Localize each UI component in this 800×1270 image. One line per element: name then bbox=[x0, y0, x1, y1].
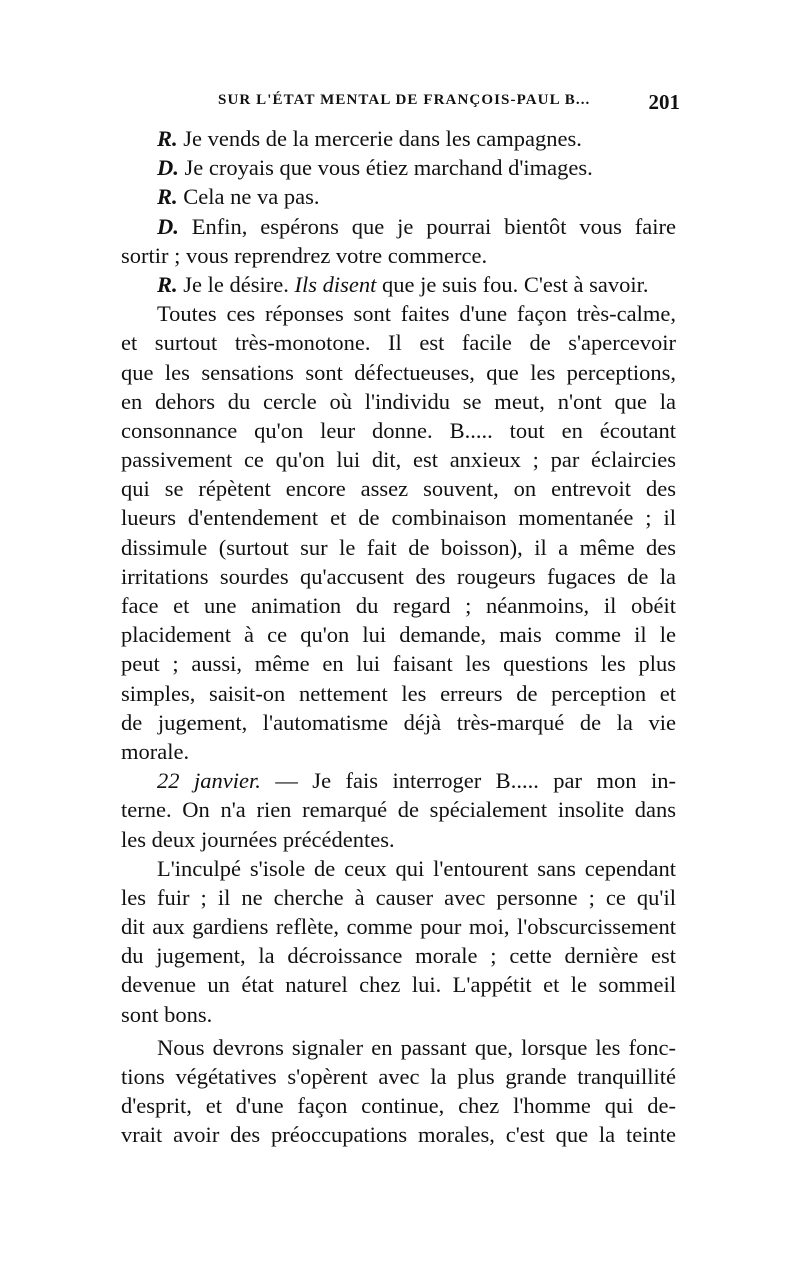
paragraph-line: qui se répètent encore assez souvent, on entrevoit des bbox=[121, 476, 676, 502]
paragraph-line: morale. bbox=[121, 738, 190, 764]
dialogue-text: Je le désire. bbox=[183, 271, 289, 297]
paragraph-line: que les sensations sont défectueuses, que les perceptions, bbox=[121, 359, 676, 385]
paragraph-line: Toutes ces réponses sont faites d'une façon très-calme, bbox=[157, 301, 676, 327]
dialogue-line bbox=[121, 153, 676, 182]
speaker-label: D. bbox=[157, 155, 179, 181]
paragraph-line: L'inculpé s'isole de ceux qui l'entourent sans cependant bbox=[157, 855, 676, 881]
page-body bbox=[121, 124, 676, 1150]
speaker-label: R. bbox=[157, 126, 178, 151]
paragraph-line: consonnance qu'on leur donne. B..... tout en écoutant bbox=[121, 417, 676, 443]
speaker-label: R. bbox=[157, 184, 178, 210]
paragraph-line: face et une animation du regard ; néanmoins, il obéit bbox=[121, 593, 676, 618]
paragraph-line: simples, saisit-on nettement les erreurs de perception et bbox=[121, 680, 676, 706]
paragraph-line: vrait avoir des préoccupations morales, c'est que la teinte bbox=[121, 1122, 676, 1148]
page-number: 201 bbox=[648, 90, 680, 114]
italic-phrase: Ils disent bbox=[294, 271, 377, 297]
paragraph-line: terne. On n'a rien remarqué de spécialement insolite dans bbox=[121, 797, 676, 823]
paragraph-line: dit aux gardiens reflète, comme pour moi, l'obscurcissement bbox=[121, 914, 676, 940]
paragraph-line bbox=[121, 766, 676, 795]
paragraph-line: devenue un état naturel chez lui. L'appétit et le sommeil bbox=[121, 972, 676, 998]
paragraph-line: Nous devrons signaler en passant que, lorsque les fonc- bbox=[157, 1034, 676, 1060]
speaker-label: D. bbox=[157, 213, 179, 239]
paragraph-line: sont bons. bbox=[121, 1001, 213, 1027]
running-title: SUR L'ÉTAT MENTAL DE FRANÇOIS-PAUL B... bbox=[218, 92, 591, 108]
paragraph-line: d'esprit, et d'une façon continue, chez l'homme qui de- bbox=[121, 1093, 676, 1119]
dialogue-text: Je vends de la mercerie dans les campagnes. bbox=[183, 126, 582, 151]
paragraph-line: les fuir ; il ne cherche à causer avec personne ; ce qu'il bbox=[121, 884, 676, 910]
paragraph-line: tions végétatives s'opèrent avec la plus grande tranquillité bbox=[121, 1064, 676, 1089]
paragraph-line: irritations sourdes qu'accusent des rougeurs fugaces de la bbox=[121, 563, 676, 589]
paragraph-line: passivement ce qu'on lui dit, est anxieux ; par éclaircies bbox=[121, 447, 676, 473]
paragraph-line: et surtout très-monotone. Il est facile de s'apercevoir bbox=[121, 330, 676, 356]
speaker-label: R. bbox=[157, 271, 178, 297]
paragraph-line: peut ; aussi, même en lui faisant les questions les plus bbox=[121, 651, 676, 677]
paragraph-line: placidement à ce qu'on lui demande, mais comme il le bbox=[121, 622, 676, 648]
dialogue-line bbox=[121, 212, 676, 241]
dialogue-line bbox=[121, 241, 676, 270]
paragraph-line: les deux journées précédentes. bbox=[121, 826, 395, 852]
dialogue-line bbox=[121, 124, 676, 153]
date-label: 22 janvier. bbox=[157, 768, 261, 794]
paragraph-line: dissimule (surtout sur le fait de boisson), il a même des bbox=[121, 534, 676, 560]
paragraph-line: en dehors du cercle où l'individu se meut, n'ont que la bbox=[121, 388, 676, 414]
dialogue-text: sortir ; vous reprendrez votre commerce. bbox=[121, 242, 488, 268]
paragraph-line: du jugement, la décroissance morale ; cette dernière est bbox=[121, 943, 676, 969]
dialogue-text: Je croyais que vous étiez marchand d'images. bbox=[184, 155, 593, 181]
paragraph-line: de jugement, l'automatisme déjà très-marqué de la vie bbox=[121, 709, 676, 735]
paragraph-text: — Je fais interroger B..... par mon in- bbox=[275, 768, 676, 794]
dialogue-text: Enfin, espérons que je pourrai bientôt vous faire bbox=[191, 213, 676, 239]
dialogue-text: Cela ne va pas. bbox=[183, 184, 320, 210]
page-header bbox=[196, 92, 686, 122]
dialogue-text: que je suis fou. C'est à savoir. bbox=[381, 271, 649, 297]
dialogue-line bbox=[121, 270, 676, 299]
dialogue-line bbox=[121, 182, 676, 211]
paragraph-line: lueurs d'entendement et de combinaison momentanée ; il bbox=[121, 505, 676, 531]
